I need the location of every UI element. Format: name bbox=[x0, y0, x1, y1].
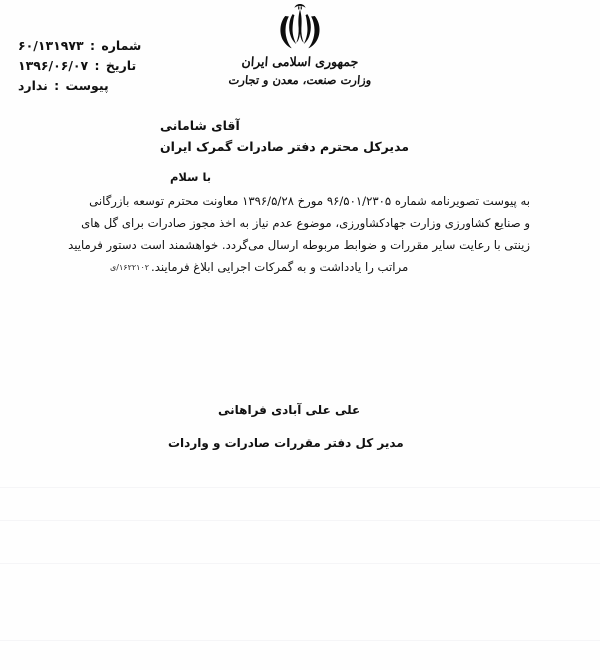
meta-row-number bbox=[18, 36, 208, 56]
meta-row-attachment bbox=[18, 76, 208, 96]
letterhead bbox=[0, 0, 600, 108]
scan-artifact bbox=[0, 640, 600, 641]
number-label: شماره bbox=[101, 38, 142, 53]
addressee-title: مدیرکل محترم دفتر صادرات گمرک ایران bbox=[160, 139, 410, 154]
scan-artifact bbox=[0, 563, 600, 564]
meta-separator: : bbox=[54, 78, 60, 93]
date-label: تاریخ bbox=[105, 58, 137, 73]
organization-name: جمهوری اسلامی ایران bbox=[241, 54, 359, 69]
reference-code: ۱۶۲۲۱۰۲/ی bbox=[110, 263, 150, 272]
body-line: و صنایع کشاورزی وزارت جهادکشاورزی، موضوع عدم نیاز به اخذ مجوز صادرات برای گل های bbox=[81, 216, 530, 230]
date-value: ۱۳۹۶/۰۶/۰۷ bbox=[18, 58, 89, 73]
salutation: با سلام bbox=[170, 170, 212, 184]
scan-artifact bbox=[0, 487, 600, 488]
meta-separator: : bbox=[89, 38, 95, 53]
signature-block bbox=[0, 400, 600, 454]
meta-separator: : bbox=[94, 58, 100, 73]
number-value: ۶۰/۱۳۱۹۷۳ bbox=[18, 38, 84, 53]
body-line-final-text: مراتب را یادداشت و به گمرکات اجرایی ابلاغ فرمایند. bbox=[151, 260, 409, 274]
body-line: زینتی با رعایت سایر مقررات و ضوابط مربوطه ارسال می‌گردد. خواهشمند است دستور فرمایید bbox=[68, 238, 530, 252]
scan-artifact bbox=[0, 520, 600, 521]
letter-metadata bbox=[18, 36, 208, 96]
body-line-final bbox=[68, 256, 530, 279]
letter-body bbox=[68, 190, 530, 279]
attachment-label: پیوست bbox=[65, 78, 109, 93]
addressee-block bbox=[0, 116, 600, 157]
ministry-name: وزارت صنعت، معدن و تجارت bbox=[228, 73, 372, 87]
signatory-title: مدیر کل دفتر مقررات صادرات و واردات bbox=[168, 436, 404, 450]
addressee-name: آقای شامانی bbox=[160, 118, 240, 133]
meta-row-date bbox=[18, 56, 208, 76]
body-line: به پیوست تصویرنامه شماره ۹۶/۵۰۱/۲۳۰۵ مورخ ۱۳۹۶/۵/۲۸ معاونت محترم توسعه بازرگانی bbox=[89, 194, 530, 208]
attachment-value: ندارد bbox=[18, 78, 48, 93]
iran-national-emblem-icon bbox=[272, 4, 328, 52]
signatory-name: علی علی آبادی فراهانی bbox=[218, 403, 361, 417]
